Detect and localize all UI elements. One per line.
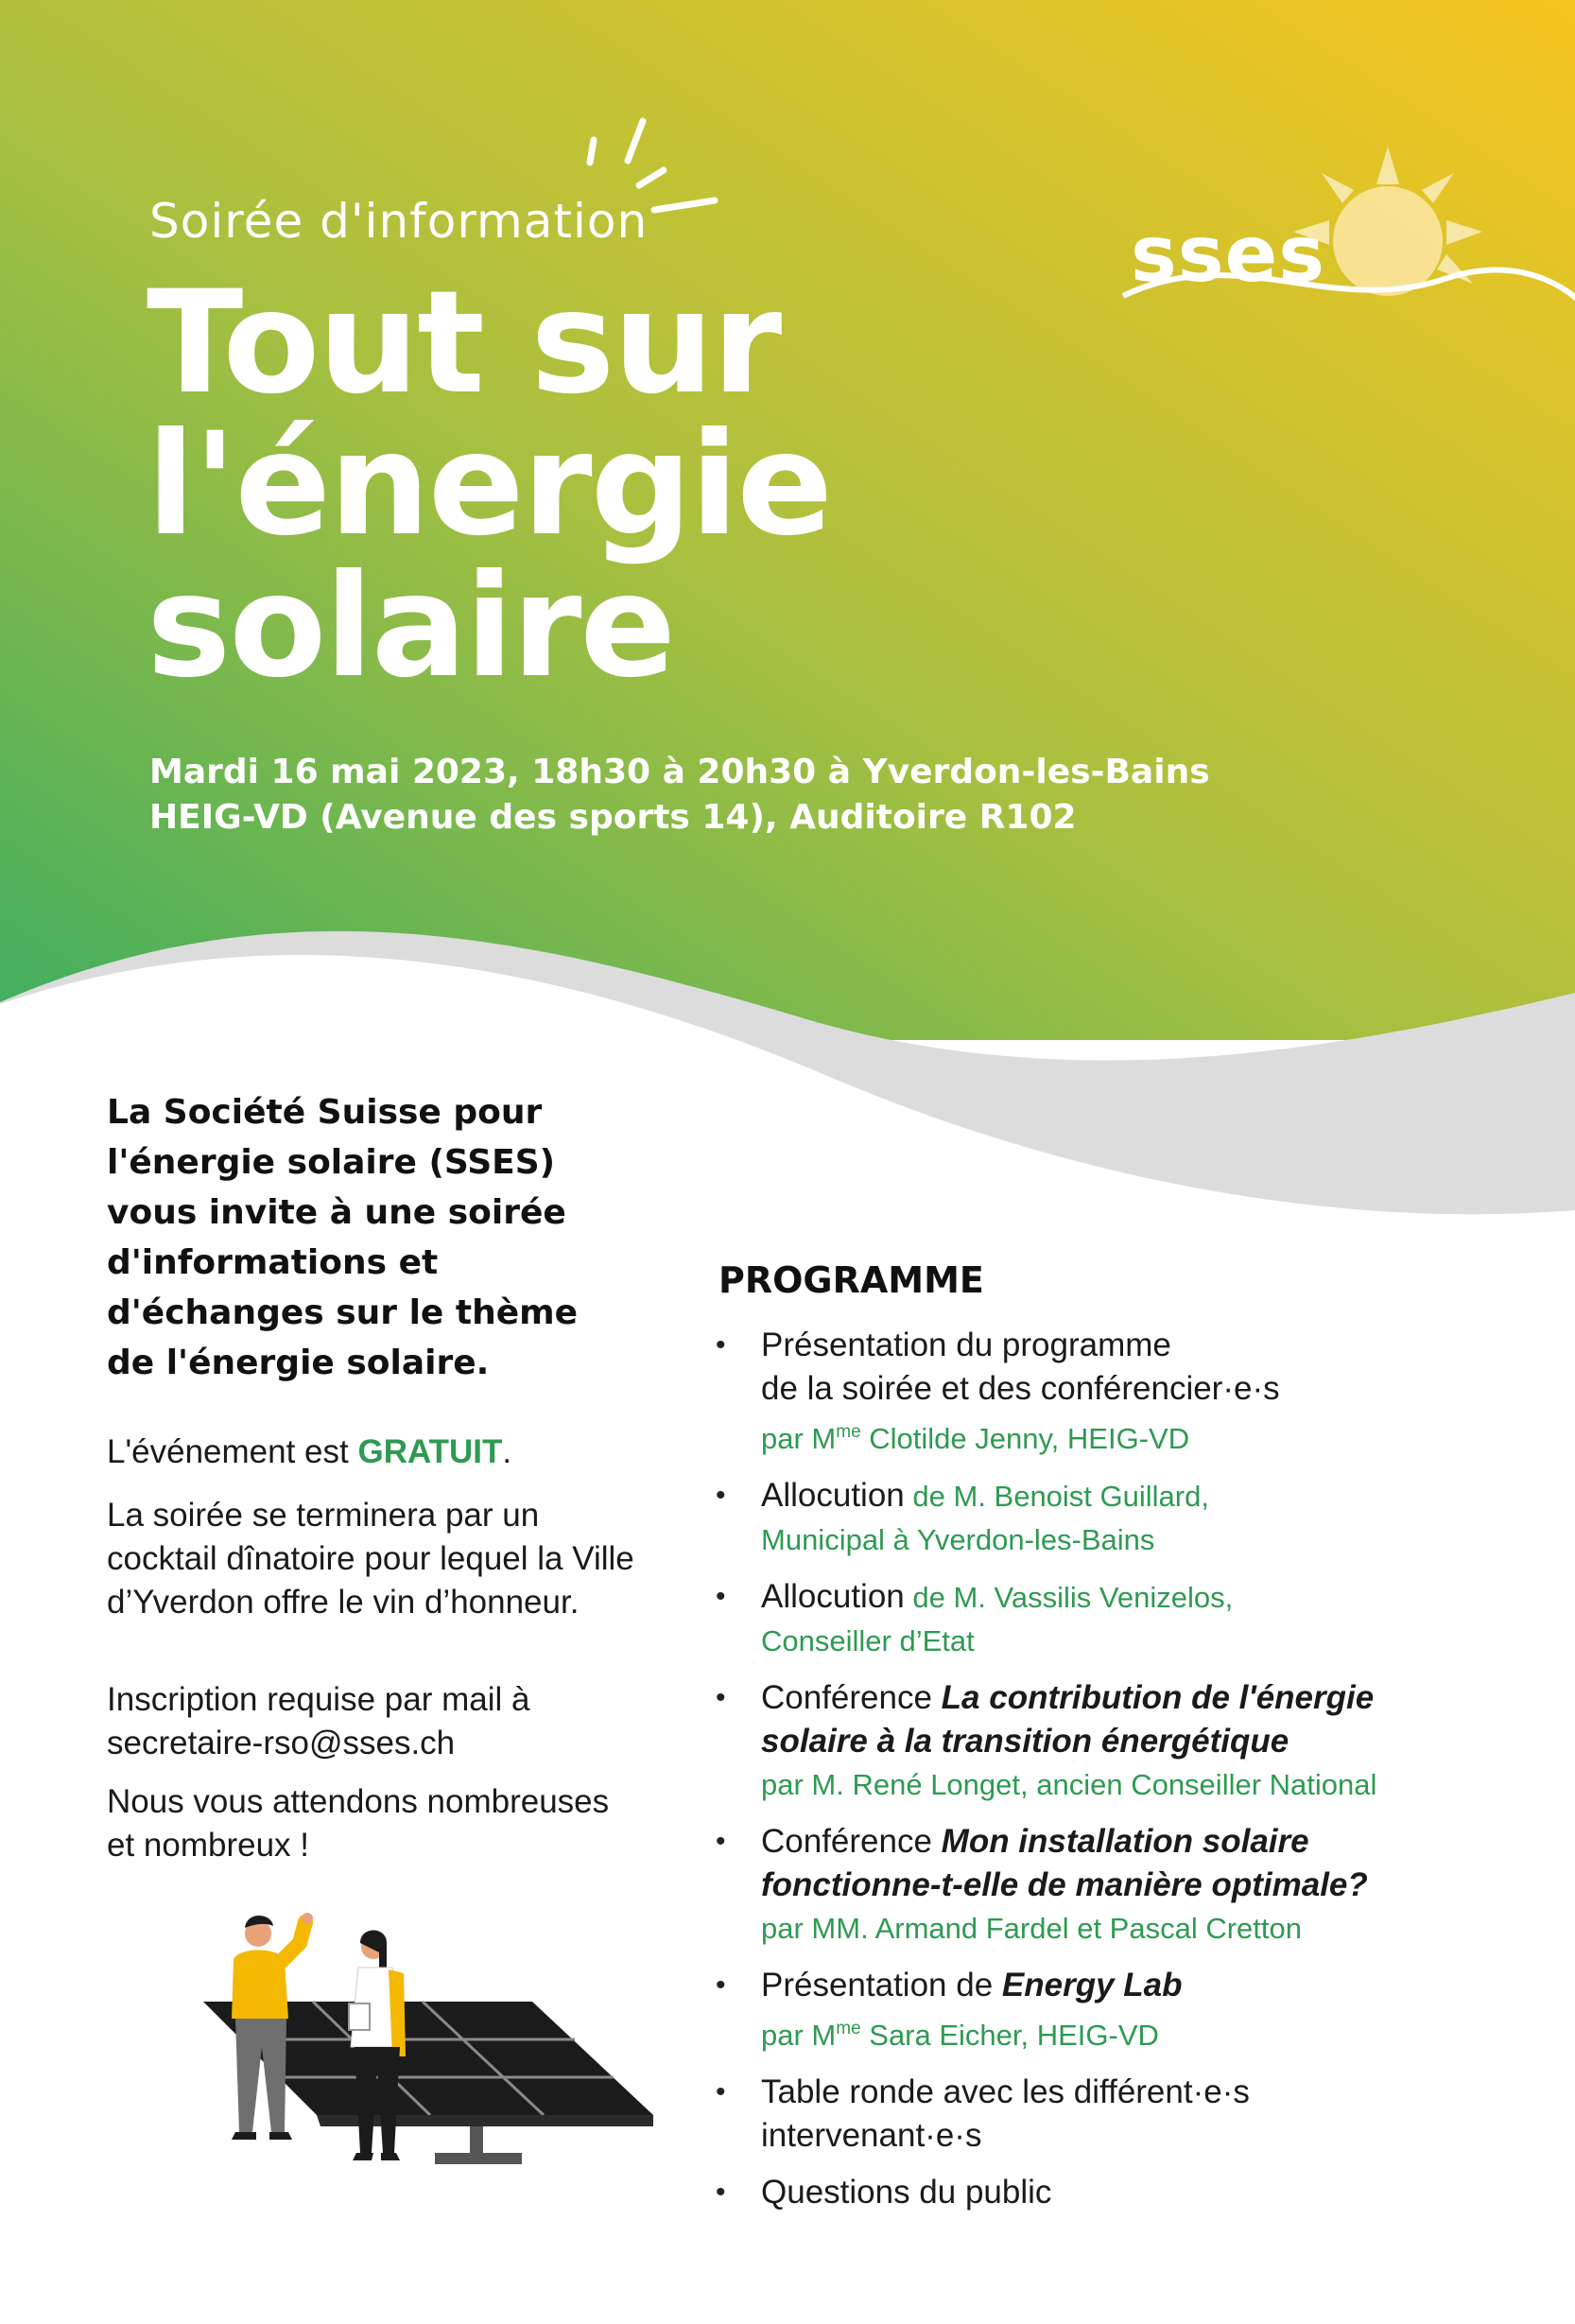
title-line: solaire <box>147 545 675 709</box>
intro-text: La Société Suisse pour l'énergie solaire (SSES) vous invite à une soirée d'informations et d'échanges sur le thème de l'énergie solaire. <box>107 1093 579 1382</box>
title-line: Tout sur <box>147 261 781 425</box>
talk-title: Energy Lab <box>1001 1967 1183 2003</box>
programme-item-speaker: Municipal à Yverdon-les-Bains <box>761 1523 1155 1556</box>
programme-item <box>714 1474 1527 1562</box>
item-label: Allocution <box>761 1477 905 1514</box>
speaker-name: de M. Vassilis Venizelos, <box>904 1581 1234 1614</box>
programme-item-speaker: Conseiller d’Etat <box>761 1624 975 1657</box>
title-line: l'énergie <box>147 403 832 567</box>
speaker-prefix: par M <box>761 1422 837 1455</box>
talk-title: solaire à la transition énergétique <box>761 1723 1289 1760</box>
programme-item-title <box>761 1964 1527 2007</box>
programme-item <box>714 1324 1527 1461</box>
event-when <box>149 750 1210 841</box>
event-subtitle: Soirée d'information <box>149 194 649 249</box>
free-notice <box>107 1431 636 1474</box>
talk-title: fonctionne-t-elle de manière optimale? <box>761 1866 1368 1903</box>
speaker-name: Sara Eicher, HEIG-VD <box>860 2019 1159 2052</box>
event-date: Mardi 16 mai 2023, 18h30 à 20h30 à Yverdon-les-Bains <box>149 753 1210 791</box>
programme-item <box>714 1575 1527 1663</box>
programme-item-title: • Présentation du programme <box>761 1327 1171 1363</box>
programme-item-title: de la soirée et des conférencier·e·s <box>761 1370 1280 1407</box>
programme-item-title <box>761 1575 1527 1620</box>
speaker-sup: me <box>836 2019 861 2038</box>
item-label: Allocution <box>761 1578 905 1615</box>
people-solar-panel-illustration <box>194 1905 676 2189</box>
talk-title: Mon installation solaire <box>941 1823 1309 1860</box>
speaker-name: Clotilde Jenny, HEIG-VD <box>860 1422 1190 1455</box>
speaker-sup: me <box>836 1422 861 1442</box>
programme-item <box>714 1676 1527 1807</box>
programme-item-title: intervenant·e·s <box>761 2117 982 2154</box>
programme-item-title: • Table ronde avec les différent·e·s <box>761 2073 1250 2110</box>
programme-list <box>714 1324 1527 2228</box>
programme-item <box>714 1964 1527 2057</box>
programme-item <box>714 2071 1527 2158</box>
cocktail-text: La soirée se terminera par un cocktail dînatoire pour lequel la Ville d’Yverdon offre le vin d’honneur. <box>107 1497 634 1621</box>
sses-logo-text: sses <box>1131 210 1326 300</box>
programme-item-speaker: par MM. Armand Fardel et Pascal Cretton <box>761 1912 1303 1945</box>
sses-logo <box>1131 210 1325 300</box>
programme-item <box>714 2171 1527 2214</box>
item-label: Conférence <box>761 1823 942 1860</box>
programme-item-title: • Questions du public <box>761 2174 1052 2211</box>
free-suffix: . <box>502 1433 512 1470</box>
item-label: Conférence <box>761 1679 942 1716</box>
talk-title: La contribution de l'énergie <box>941 1679 1375 1716</box>
programme-item-speaker <box>761 2007 1527 2057</box>
closing-text: Nous vous attendons nombreuses et nombreux ! <box>107 1783 610 1864</box>
programme-item-title <box>761 1820 1527 1864</box>
free-prefix: L'événement est <box>107 1433 358 1470</box>
event-title <box>147 261 832 709</box>
registration-text: Inscription requise par mail à secretaire-rso@sses.ch <box>107 1681 530 1761</box>
programme-item <box>714 1820 1527 1951</box>
programme-item-speaker: par M. René Longet, ancien Conseiller National <box>761 1768 1377 1801</box>
programme-heading: PROGRAMME <box>718 1259 984 1301</box>
programme-item-speaker <box>761 1411 1527 1461</box>
event-venue: HEIG-VD (Avenue des sports 14), Auditoire R102 <box>149 798 1077 837</box>
programme-item-title <box>761 1474 1527 1518</box>
item-label: Présentation de <box>761 1967 1002 2003</box>
free-word: GRATUIT <box>357 1433 503 1470</box>
speaker-prefix: par M <box>761 2019 837 2052</box>
programme-item-title <box>761 1676 1527 1720</box>
speaker-name: de M. Benoist Guillard, <box>904 1480 1209 1513</box>
